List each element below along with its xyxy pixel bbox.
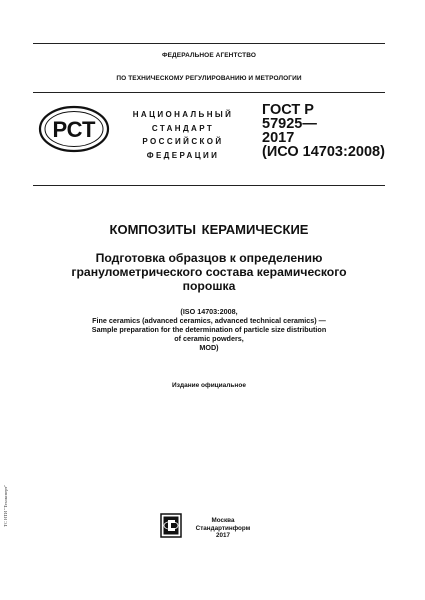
rst-logo-icon (38, 105, 110, 153)
national-line: СТАНДАРТ (151, 123, 215, 133)
bottom-rule (33, 185, 385, 186)
publisher-line: 2017 (215, 532, 230, 539)
rst-logo-letters: РСТ (52, 117, 96, 142)
iso-line: Fine ceramics (advanced ceramics, advanced technical ceramics) — (92, 316, 326, 325)
side-stamp: ТС НТИ "Техэксперт" (3, 484, 8, 527)
national-line: ФЕДЕРАЦИИ (146, 150, 220, 160)
iso-line: of ceramic powders, (174, 334, 244, 343)
iso-line: (ISO 14703:2008, (180, 307, 238, 316)
agency-line-2: ПО ТЕХНИЧЕСКОМУ РЕГУЛИРОВАНИЮ И МЕТРОЛОГИИ (116, 75, 302, 82)
agency-line-1: ФЕДЕРАЛЬНОЕ АГЕНТСТВО (161, 52, 257, 59)
national-line: РОССИЙСКОЙ (142, 137, 224, 146)
publisher-line: Москва (211, 517, 235, 524)
publisher-line: Стандартинформ (195, 524, 251, 532)
gost-line: 57925— (262, 116, 317, 132)
middle-rule (33, 92, 385, 93)
gost-line: ГОСТ Р (262, 102, 314, 118)
publisher-info (194, 517, 252, 540)
publisher-logo-icon (160, 513, 182, 538)
iso-line: MOD) (199, 343, 219, 352)
subtitle-line: Подготовка образцов к определению (95, 251, 323, 265)
gost-line: (ИСО 14703:2008) (262, 144, 385, 160)
gost-line: 2017 (262, 130, 295, 146)
national-standard-label (122, 108, 244, 162)
document-title: КОМПОЗИТЫ КЕРАМИЧЕСКИЕ (109, 222, 309, 237)
subtitle-line: гранулометрического состава керамического (71, 265, 347, 279)
national-line: НАЦИОНАЛЬНЫЙ (132, 110, 234, 119)
iso-line: Sample preparation for the determination of particle size distribution (91, 325, 327, 334)
top-rule (33, 43, 385, 44)
edition-label: Издание официальное (172, 382, 246, 389)
subtitle-line: порошка (182, 279, 236, 293)
iso-reference (33, 307, 385, 352)
gost-number (262, 103, 385, 159)
document-subtitle (33, 251, 385, 293)
